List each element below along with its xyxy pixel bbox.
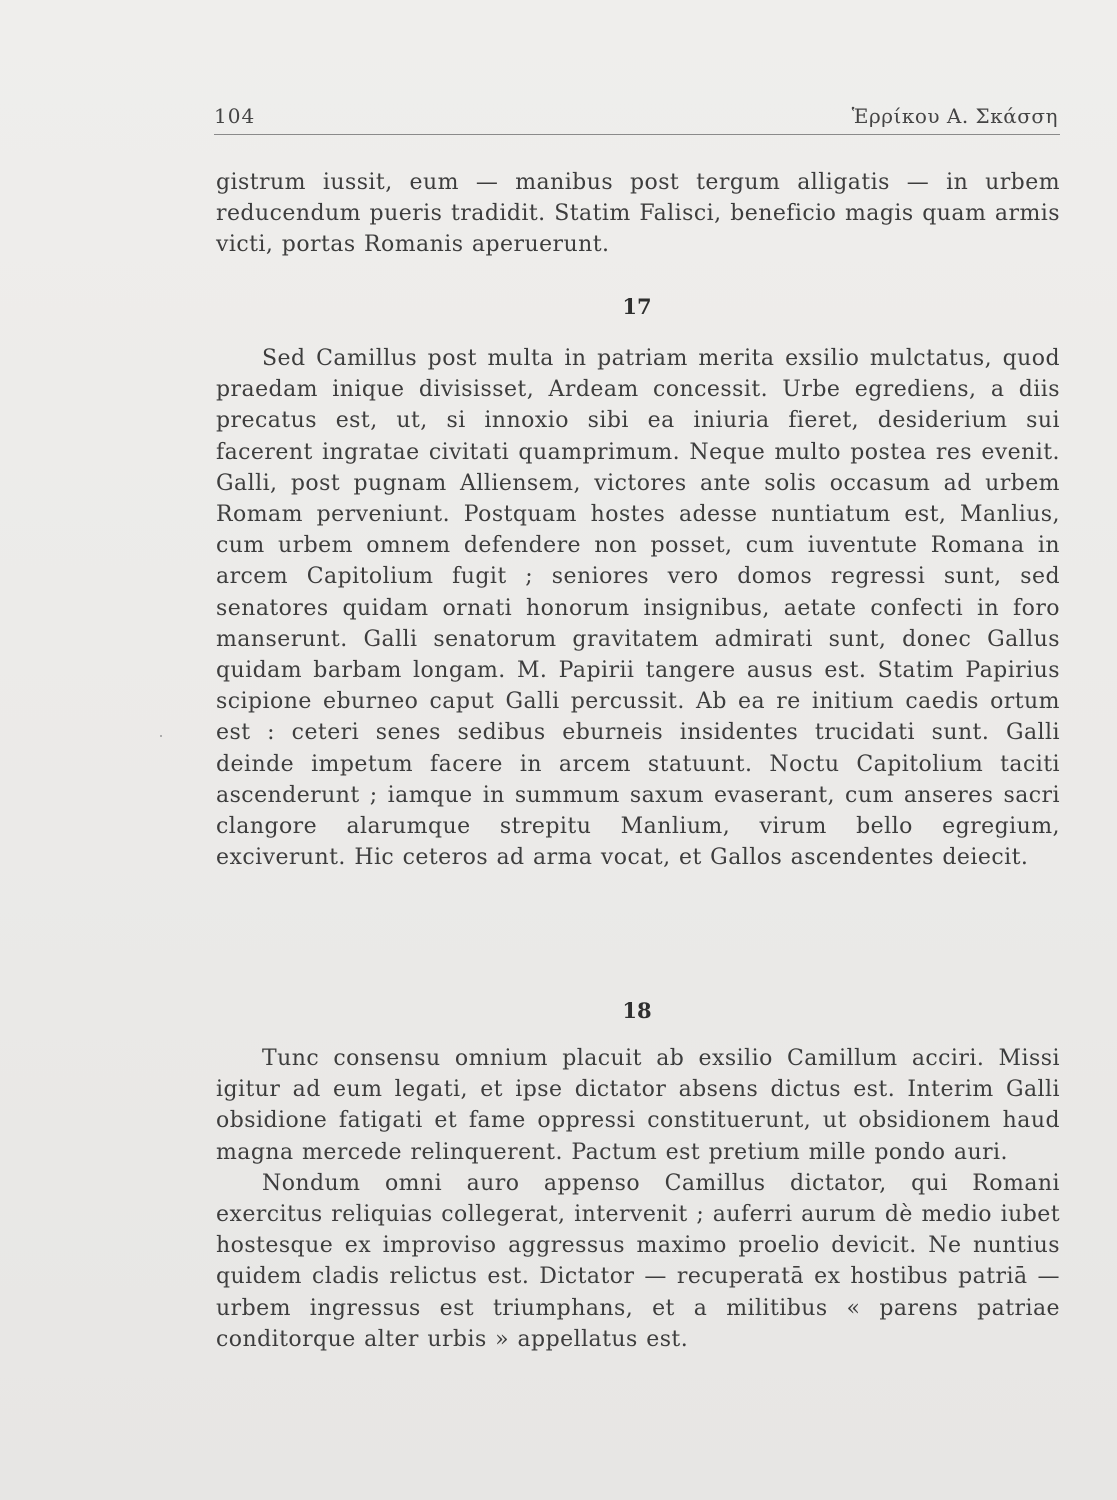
page-header	[214, 100, 1060, 135]
paragraph: Nondum omni auro appenso Camillus dictator, qui Romani exercitus reliquias collegerat, intervenit ; auferri aurum dè medio iubet hostesque ex improviso aggressus maximo proelio devicit. Ne nuntius quidem cladis relictus est. Dictator — recuperatā ex hostibus patriā — urbem ingressus est triumphans, et a militibus « parens patriae conditorque alter urbis » appellatus est.	[216, 1170, 1060, 1352]
section-17-text	[216, 343, 1060, 873]
continued-paragraph-block	[216, 167, 1060, 261]
paragraph: gistrum iussit, eum — manibus post tergum alligatis — in urbem reducendum pueris tradidit. Statim Falisci, beneficio magis quam armis victi, portas Romanis aperuerunt.	[216, 170, 1060, 258]
running-head: Ἑρρίκου Α. Σκάσση	[851, 104, 1058, 128]
section-number-17: 17	[622, 294, 652, 319]
paragraph: Tunc consensu omnium placuit ab exsilio Camillum acciri. Missi igitur ad eum legati, et ipse dictator absens dictus est. Interim Galli obsidione fatigati et fame oppressi constituerunt, ut obsidionem haud magna mercede relinquerent. Pactum est pretium mille pondo auri.	[216, 1046, 1060, 1165]
section-18-text	[216, 1043, 1060, 1355]
page-speck	[160, 735, 162, 737]
paragraph: Sed Camillus post multa in patriam merita exsilio mulctatus, quod praedam inique divisisset, Ardeam concessit. Urbe egrediens, a diis precatus est, ut, si innoxio sibi ea iniuria fieret, desiderium sui facerent ingratae civitati quamprimum. Neque multo postea res evenit. Galli, post pugnam Alliensem, victores ante solis occasum ad urbem Romam perveniunt. Postquam hostes adesse nuntiatum est, Manlius, cum urbem omnem defendere non posset, cum iuventute Romana in arcem Capitolium fugit ; seniores vero domos regressi sunt, sed senatores quidam ornati honorum insignibus, aetate confecti in foro manserunt. Galli senatorum gravitatem admirati sunt, donec Gallus quidam barbam longam. M. Papirii tangere ausus est. Statim Papirius scipione eburneo caput Galli percussit. Ab ea re initium caedis ortum est : ceteri senes sedibus eburneis insidentes trucidati sunt. Galli deinde impetum facere in arcem statuunt. Noctu Capitolium taciti ascenderunt ; iamque in summum saxum evaserant, cum anseres sacri clangore alarumque strepitu Manlium, virum bello egregium, exciverunt. Hic ceteros ad arma vocat, et Gallos ascendentes deiecit.	[216, 346, 1060, 871]
section-number-18: 18	[622, 998, 652, 1023]
page-number: 104	[214, 104, 256, 128]
